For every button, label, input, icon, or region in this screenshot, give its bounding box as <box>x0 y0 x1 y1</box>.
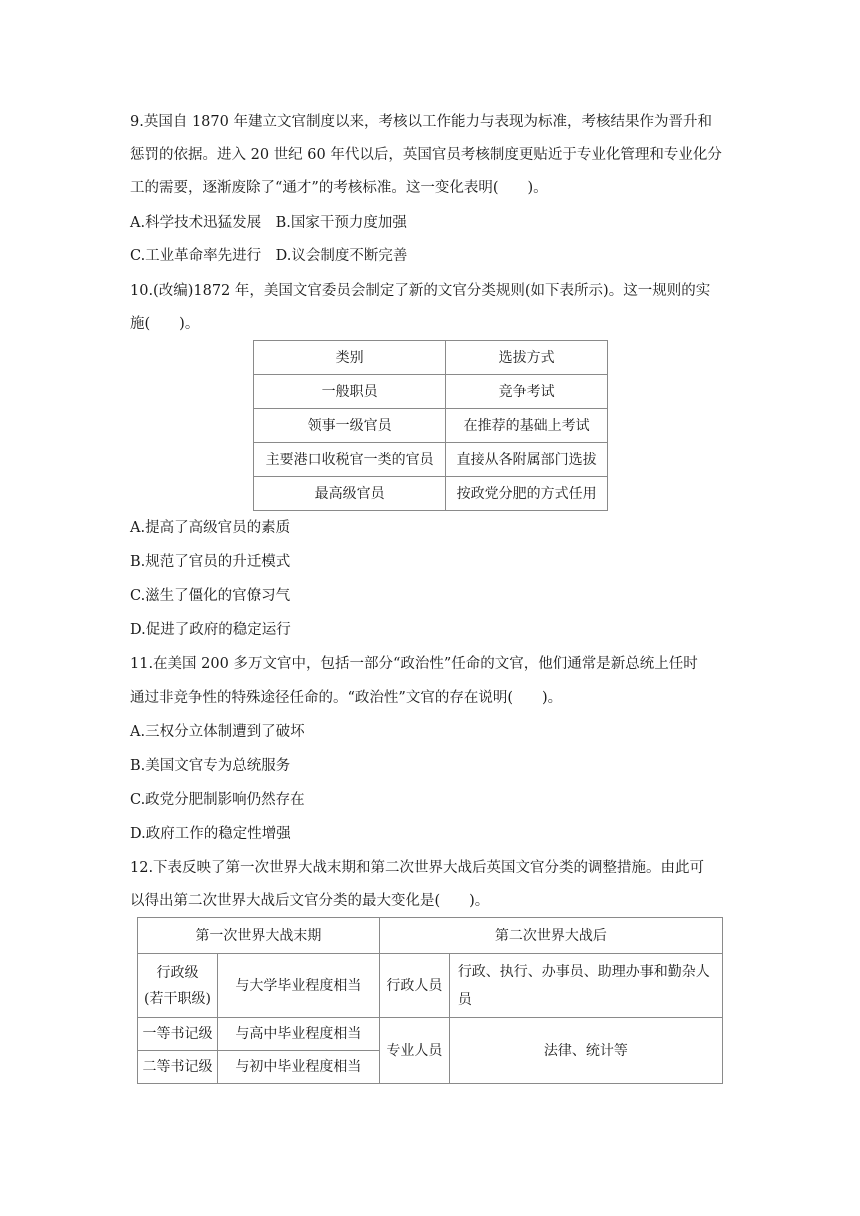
table-cell: 与初中毕业程度相当 <box>217 1051 379 1084</box>
q12-line-2: 以得出第二次世界大战后文官分类的最大变化是( )。 <box>130 893 490 909</box>
q10-option-c: C.滋生了僵化的官僚习气 <box>130 588 291 604</box>
table-header-row <box>254 341 608 375</box>
q11-option-c: C.政党分肥制影响仍然存在 <box>130 792 305 808</box>
q10-option-a: A.提高了高级官员的素质 <box>130 520 291 536</box>
q10-table <box>253 340 608 511</box>
q12-table <box>137 917 723 1084</box>
q11-option-b: B.美国文官专为总统服务 <box>130 758 291 774</box>
table-cell: 竞争考试 <box>446 375 608 409</box>
q11-option-a: A.三权分立体制遭到了破坏 <box>130 724 305 740</box>
table-cell: 最高级官员 <box>254 477 446 511</box>
table-row <box>254 477 608 511</box>
q9-options-cd: C.工业革命率先进行 D.议会制度不断完善 <box>130 248 408 264</box>
table-cell: 在推荐的基础上考试 <box>446 409 608 443</box>
q12-line-1: 12.下表反映了第一次世界大战末期和第二次世界大战后英国文官分类的调整措施。由此可 <box>130 860 705 876</box>
table-row <box>254 375 608 409</box>
grade-name: 行政级 <box>156 964 199 981</box>
q11-line-2: 通过非竞争性的特殊途径任命的。“政治性”文官的存在说明( )。 <box>130 690 563 706</box>
table-cell: 一般职员 <box>254 375 446 409</box>
q10-line-1: 10.(改编)1872 年，美国文官委员会制定了新的文官分类规则(如下表所示)。这一规则的实 <box>130 283 711 299</box>
table-cell: 专业人员 <box>379 1018 449 1084</box>
table-cell: 一等书记级 <box>138 1018 218 1051</box>
table-row <box>254 443 608 477</box>
grade-note: (若干职级) <box>144 990 211 1007</box>
table-header-cell: 类别 <box>254 341 446 375</box>
table-row <box>254 409 608 443</box>
table-cell: 按政党分肥的方式任用 <box>446 477 608 511</box>
q10-option-d: D.促进了政府的稳定运行 <box>130 622 291 638</box>
table-cell: 与大学毕业程度相当 <box>217 954 379 1018</box>
table-cell: 二等书记级 <box>138 1051 218 1084</box>
table-cell: 行政、执行、办事员、助理办事和勤杂人员 <box>449 954 722 1018</box>
table-cell: 直接从各附属部门选拔 <box>446 443 608 477</box>
table-cell: 领事一级官员 <box>254 409 446 443</box>
table-header-cell: 选拔方式 <box>446 341 608 375</box>
table-cell <box>138 954 218 1018</box>
q9-line-3: 工的需要，逐渐废除了“通才”的考核标准。这一变化表明( )。 <box>130 180 548 196</box>
table-header-row <box>138 918 723 954</box>
q11-line-1: 11.在美国 200 多万文官中，包括一部分“政治性”任命的文官，他们通常是新总统上任时 <box>130 656 698 672</box>
q10-line-2: 施( )。 <box>130 316 200 332</box>
table-row <box>138 1018 723 1051</box>
q9-line-1: 9.英国自 1870 年建立文官制度以来，考核以工作能力与表现为标准，考核结果作为晋升和 <box>130 114 712 130</box>
table-cell: 行政人员 <box>379 954 449 1018</box>
q9-line-2: 惩罚的依据。进入 20 世纪 60 年代以后，英国官员考核制度更贴近于专业化管理和专业化分 <box>130 147 722 163</box>
table-cell: 主要港口收税官一类的官员 <box>254 443 446 477</box>
table-header-cell: 第一次世界大战末期 <box>138 918 380 954</box>
table-row <box>138 954 723 1018</box>
table-header-cell: 第二次世界大战后 <box>379 918 722 954</box>
table-cell: 与高中毕业程度相当 <box>217 1018 379 1051</box>
table-cell: 法律、统计等 <box>449 1018 722 1084</box>
q9-options-ab: A.科学技术迅猛发展 B.国家干预力度加强 <box>130 215 407 231</box>
q10-option-b: B.规范了官员的升迁模式 <box>130 554 291 570</box>
q11-option-d: D.政府工作的稳定性增强 <box>130 826 291 842</box>
